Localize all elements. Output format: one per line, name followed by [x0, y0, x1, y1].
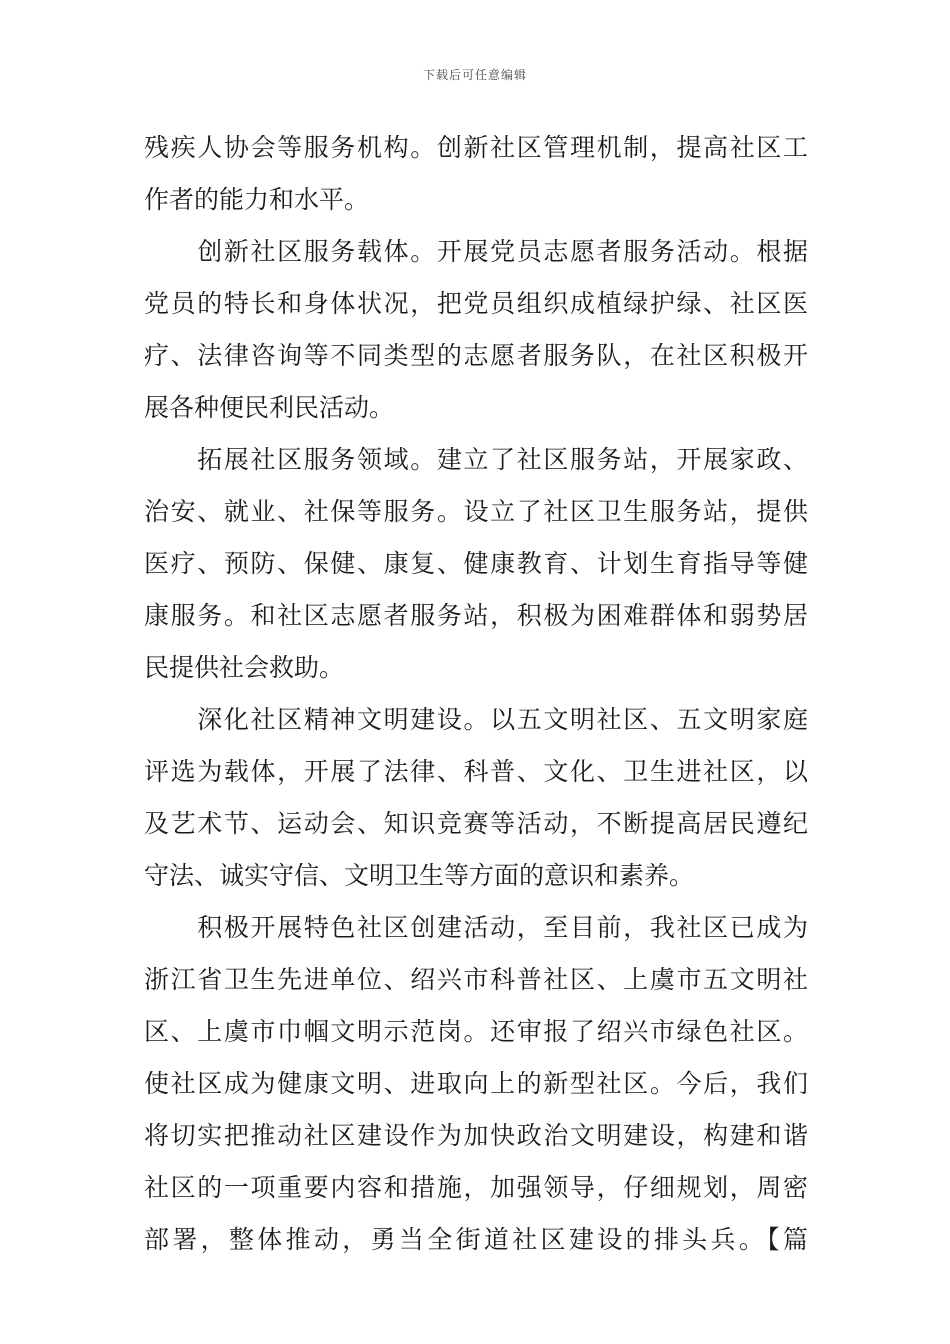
text-line: 医疗、预防、保健、康复、健康教育、计划生育指导等健 [144, 549, 808, 578]
document-body [144, 122, 808, 1266]
text-line: 康服务。和社区志愿者服务站，积极为困难群体和弱势居 [144, 601, 808, 630]
text-line: 拓展社区服务领域。建立了社区服务站，开展家政、 [144, 445, 808, 474]
text-line: 守法、诚实守信、文明卫生等方面的意识和素养。 [144, 861, 695, 890]
text-line: 及艺术节、运动会、知识竞赛等活动，不断提高居民遵纪 [144, 809, 808, 838]
text-line: 残疾人协会等服务机构。创新社区管理机制，提高社区工 [144, 133, 808, 162]
text-line: 评选为载体，开展了法律、科普、文化、卫生进社区，以 [144, 757, 808, 786]
text-line: 区、上虞市巾帼文明示范岗。还审报了绍兴市绿色社区。 [144, 1017, 808, 1046]
page-header-note: 下载后可任意编辑 [422, 68, 527, 82]
text-line: 展各种便民利民活动。 [144, 393, 395, 422]
text-line: 深化社区精神文明建设。以五文明社区、五文明家庭 [144, 705, 808, 734]
text-line: 积极开展特色社区创建活动，至目前，我社区已成为 [144, 913, 808, 942]
text-line: 作者的能力和水平。 [144, 185, 370, 214]
text-line: 治安、就业、社保等服务。设立了社区卫生服务站，提供 [144, 497, 808, 526]
text-line: 民提供社会救助。 [144, 653, 345, 682]
text-line: 使社区成为健康文明、进取向上的新型社区。今后，我们 [144, 1069, 808, 1098]
text-line: 将切实把推动社区建设作为加快政治文明建设，构建和谐 [144, 1121, 808, 1150]
text-line: 浙江省卫生先进单位、绍兴市科普社区、上虞市五文明社 [144, 965, 808, 994]
text-line: 部署，整体推动，勇当全街道社区建设的排头兵。【篇 [144, 1225, 808, 1254]
text-line: 创新社区服务载体。开展党员志愿者服务活动。根据 [144, 237, 808, 266]
text-line: 党员的特长和身体状况，把党员组织成植绿护绿、社区医 [144, 289, 808, 318]
text-line: 疗、法律咨询等不同类型的志愿者服务队，在社区积极开 [144, 341, 808, 370]
text-line: 社区的一项重要内容和措施，加强领导，仔细规划，周密 [144, 1173, 808, 1202]
